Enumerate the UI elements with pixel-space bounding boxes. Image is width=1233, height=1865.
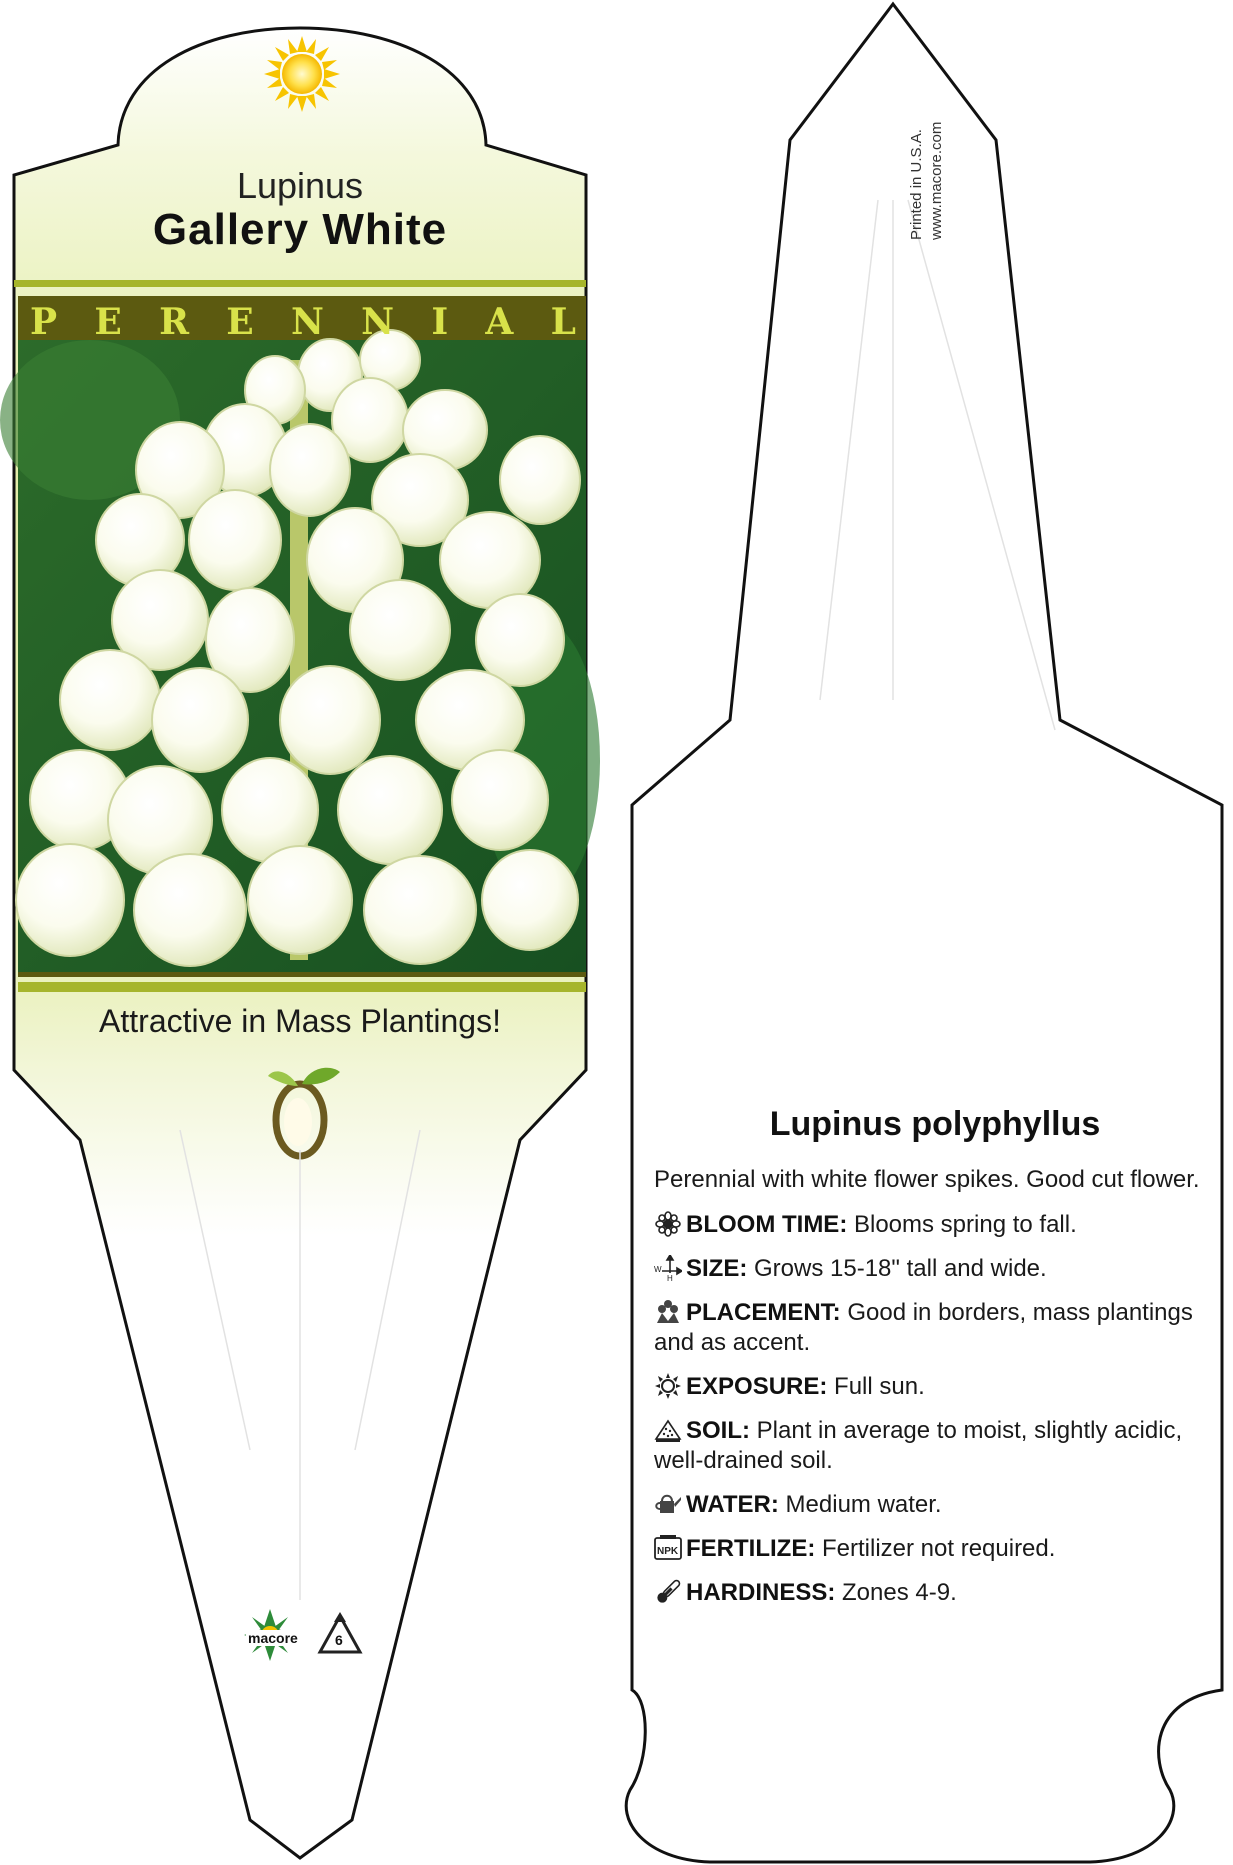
plant-photo [0,330,600,972]
attribute-label: SIZE: [686,1255,748,1282]
plant-placement-icon [654,1299,682,1325]
care-details [650,1105,1220,1622]
attribute-value: Plant in average to moist, slightly acidic, well-drained soil. [654,1417,1183,1474]
attribute-label: BLOOM TIME: [686,1211,848,1238]
svg-text:W: W [654,1265,662,1274]
tagline: Attractive in Mass Plantings! [99,1003,501,1039]
category-letter: N [361,301,395,343]
thermometer-icon [654,1579,682,1605]
category-letter: R [159,301,189,343]
npk-icon [654,1535,682,1561]
genus-name: Lupinus [236,165,364,206]
brand-name: macore [248,1630,298,1646]
attribute-value: Medium water. [778,1491,942,1518]
attribute-label: HARDINESS: [686,1579,836,1606]
description: Perennial with white flower spikes. Good cut flower. [654,1166,1200,1193]
bottom-band-dark [18,972,586,977]
recycle-code: 6 [335,1632,343,1648]
scientific-name: Lupinus polyphyllus [769,1105,1101,1143]
category-letter: E [94,301,122,343]
attribute-row [654,1416,1220,1476]
attribute-row [654,1298,1220,1358]
category-letter: L [550,301,576,343]
flower-icon [654,1211,682,1237]
attribute-value: Blooms spring to fall. [847,1211,1077,1238]
attribute-label: PLACEMENT: [686,1299,841,1326]
attribute-row [654,1254,1220,1284]
soil-icon [654,1417,682,1443]
attribute-label: EXPOSURE: [686,1373,828,1400]
attribute-row [654,1372,1220,1402]
attribute-value: Grows 15-18" tall and wide. [747,1255,1047,1282]
svg-text:NPK: NPK [657,1546,679,1557]
attribute-value: Good in borders, mass plantings and as accent. [654,1299,1193,1356]
category-label [18,300,588,344]
cultivar-name: Gallery White [152,205,448,254]
bottom-stripe [18,982,586,992]
printed-line-2: www.macore.com [928,121,945,240]
category-letter: A [485,301,514,343]
attribute-label: WATER: [686,1491,779,1518]
attribute-value: Full sun. [827,1373,925,1400]
attribute-label: FERTILIZE: [686,1535,816,1562]
category-letter: P [30,301,58,343]
attribute-label: SOIL: [686,1417,750,1444]
category-letter: E [226,301,254,343]
attribute-row [654,1578,1220,1608]
sun-icon [654,1373,682,1399]
size-arrows-icon [654,1255,682,1281]
attribute-value: Fertilizer not required. [815,1535,1056,1562]
attribute-row [654,1210,1220,1240]
svg-text:H: H [667,1274,673,1281]
attribute-row [654,1534,1220,1564]
printed-info [908,90,958,240]
attribute-value: Zones 4-9. [835,1579,957,1606]
attribute-row [654,1490,1220,1520]
category-letter: N [290,301,324,343]
watering-can-icon [654,1491,682,1517]
sun-icon [264,36,340,112]
category-letter: I [431,301,449,343]
printed-line-1: Printed in U.S.A. [908,129,925,240]
top-stripe [14,280,586,287]
